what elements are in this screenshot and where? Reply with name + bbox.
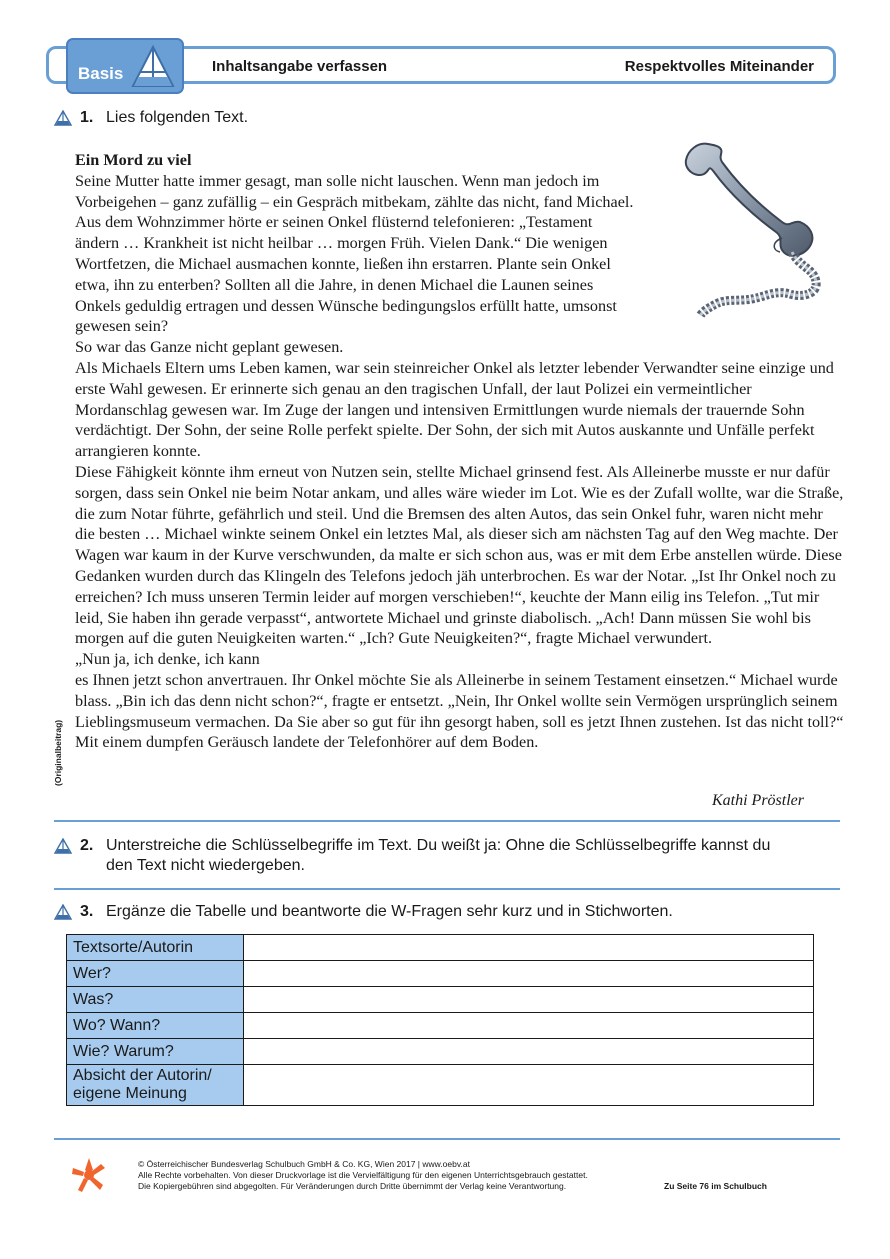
level-pyramid-icon xyxy=(54,838,72,854)
table-row xyxy=(67,1065,814,1106)
rights-line: Alle Rechte vorbehalten. Von dieser Druckvorlage ist die Vervielfältigung für den eigenen Unterrichtsgebrauch gestattet. xyxy=(138,1170,588,1180)
story-paragraph-5: „Nun ja, ich denke, ich kann xyxy=(75,650,260,669)
section-divider xyxy=(54,820,840,822)
story-author: Kathi Pröstler xyxy=(711,792,804,809)
answer-cell[interactable] xyxy=(244,961,814,987)
publisher-logo-icon xyxy=(70,1156,108,1194)
story-title: Ein Mord zu viel xyxy=(75,151,192,169)
pyramid-icon xyxy=(130,44,176,90)
story-paragraph-4: Diese Fähigkeit könnte ihm erneut von Nutzen sein, stellte Michael grinsend fest. Als Alleinerbe musste er nur dafür sorgen, dass sein Onkel nie beim Notar ankam, und alles wäre wieder im Lot. Wie es der Zufall wollte, war die Straße, die zum Notar führte, gefährlich und steil. Und die Bremsen des alten Autos, das sein Onkel fuhr, waren nicht mehr die besten … Michael winkte seinem Onkel ein letztes Mal, als dieser sich am nächsten Tag auf den Weg machte. Der Wagen war kaum in der Kurve verschwunden, da malte er sich schon aus, was er mit dem Erbe anstellen würde. Diese Gedanken wurden durch das Klingeln des Telefons jedoch jäh unterbrochen. Es war der Notar. „Ist Ihr Onkel noch zu erreichen? Ich muss unseren Termin leider auf morgen verschieben!“, keuchte der Mann eilig ins Telefon. „Tut mir leid, Sie haben ihn gerade verpasst“, antwortete Michael und grinste diabolisch. „Ach! Dann müssen Sie wohl bis morgen auf die guten Neuigkeiten warten.“ „Ich? Gute Neuigkeiten?“, fragte Michael verwundert. xyxy=(75,462,844,648)
row-label: Absicht der Autorin/ eigene Meinung xyxy=(67,1065,244,1106)
task-2-text: Unterstreiche die Schlüsselbegriffe im Text. Du weißt ja: Ohne die Schlüsselbegriffe kannst du den Text nicht wiedergeben. xyxy=(106,837,771,874)
w-questions-table xyxy=(66,934,814,1106)
footer-divider xyxy=(54,1138,840,1140)
answer-cell[interactable] xyxy=(244,1013,814,1039)
copyright-notice xyxy=(138,1159,588,1192)
table-row xyxy=(67,961,814,987)
row-label: Wie? Warum? xyxy=(67,1039,244,1065)
task-1-number: 1. xyxy=(80,109,94,126)
answer-cell[interactable] xyxy=(244,1039,814,1065)
row-label: Was? xyxy=(67,987,244,1013)
task-2 xyxy=(54,836,786,876)
level-pyramid-icon xyxy=(54,110,72,126)
answer-cell[interactable] xyxy=(244,1065,814,1106)
task-1-text: Lies folgenden Text. xyxy=(106,109,249,126)
story-paragraph-3: Als Michaels Eltern ums Leben kamen, war sein steinreicher Onkel als letzter lebender Verwandter seine einzige und erste Wahl gewesen. Er erinnerte sich genau an den tragischen Unfall, der laut Polizei ein vermeintlicher Mordanschlag gewesen war. Im Zuge der langen und intensiven Ermittlungen wurde niemals der trauernde Sohn verdächtigt. Der Sohn, der seine Rolle perfekt spielte. Der Sohn, der sich mit Autos auskannte und Unfälle perfekt arrangieren konnte. xyxy=(75,358,834,461)
row-label: Wo? Wann? xyxy=(67,1013,244,1039)
basis-logo xyxy=(66,38,184,94)
worksheet-topic: Inhaltsangabe verfassen xyxy=(212,58,388,75)
textbook-reference: Zu Seite 76 im Schulbuch xyxy=(664,1181,767,1191)
answer-cell[interactable] xyxy=(244,935,814,961)
task-3-number: 3. xyxy=(80,903,94,920)
source-note: (Originalbeitrag) xyxy=(53,719,63,786)
task-2-number: 2. xyxy=(80,837,94,854)
basis-logo-label: Basis xyxy=(78,64,124,83)
answer-cell[interactable] xyxy=(244,987,814,1013)
table-row xyxy=(67,987,814,1013)
level-pyramid-icon xyxy=(54,904,72,920)
worksheet-unit: Respektvolles Miteinander xyxy=(624,58,814,75)
table-row xyxy=(67,935,814,961)
story-paragraph-1: Seine Mutter hatte immer gesagt, man solle nicht lauschen. Wenn man jedoch im Vorbeigehen – ganz zufällig – ein Gespräch mitbekam, zählte das nicht, fand Michael. Aus dem Wohnzimmer hörte er seinen Onkel flüsternd telefonieren: „Testament ändern … Krankheit ist nicht heilbar … morgen Früh. Vielen Dank.“ Die wenigen Wortfetzen, die Michael ausmachen konnte, ließen ihn erstarren. Plante sein Onkel etwa, ihn zu enterben? Sollten all die Jahre, in denen Michael die Launen seines Onkels geduldig ertragen und dessen Wünsche bedingungslos erfüllt hatte, umsonst gewesen sein? xyxy=(75,171,634,336)
telephone-receiver-icon xyxy=(680,138,830,318)
section-divider xyxy=(54,888,840,890)
fees-line: Die Kopiergebühren sind abgegolten. Für Veränderungen durch Dritte übernimmt der Verlag keine Verantwortung. xyxy=(138,1181,567,1191)
task-3 xyxy=(54,902,786,922)
table-row xyxy=(67,1013,814,1039)
story-paragraph-2: So war das Ganze nicht geplant gewesen. xyxy=(75,338,344,357)
task-3-text: Ergänze die Tabelle und beantworte die W-Fragen sehr kurz und in Stichworten. xyxy=(106,903,673,920)
table-row xyxy=(67,1039,814,1065)
copyright-line: © Österreichischer Bundesverlag Schulbuch GmbH & Co. KG, Wien 2017 | www.oebv.at xyxy=(138,1159,470,1169)
row-label: Textsorte/Autorin xyxy=(67,935,244,961)
task-1 xyxy=(54,108,786,128)
row-label: Wer? xyxy=(67,961,244,987)
story-paragraph-6: es Ihnen jetzt schon anvertrauen. Ihr Onkel möchte Sie als Alleinerbe in seinem Testament einsetzen.“ Michael wurde blass. „Bin ich das denn nicht schon?“, fragte er entsetzt. „Nein, Ihr Onkel wollte sein Vermögen ursprünglich seinem Lieblingsmuseum vermachen. Da Sie aber so gut für ihn gesorgt haben, soll es jetzt Ihnen zustehen. Ist das nicht toll?“ Mit einem dumpfen Geräusch landete der Telefonhörer auf dem Boden. xyxy=(75,670,844,752)
